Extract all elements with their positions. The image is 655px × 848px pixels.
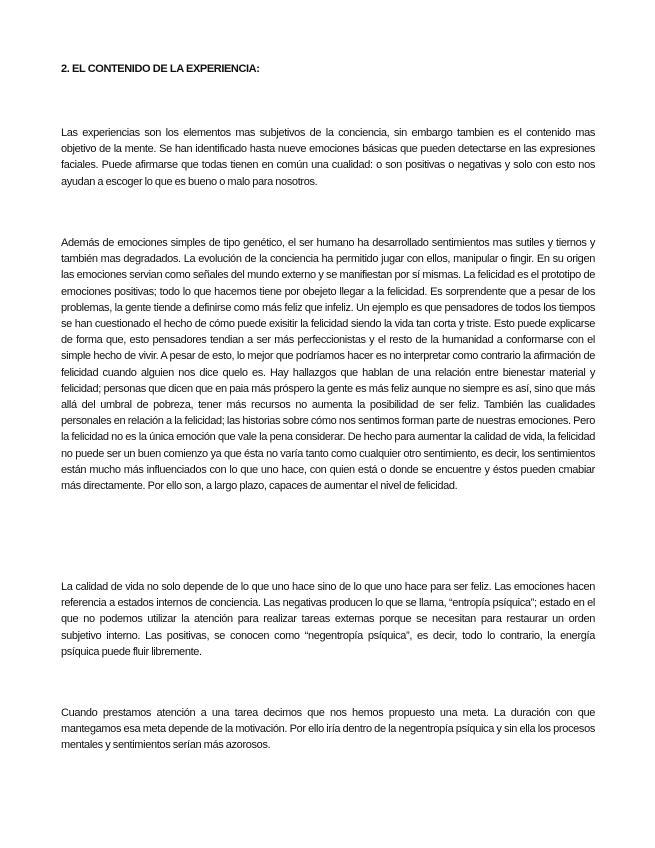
- section-heading: 2. EL CONTENIDO DE LA EXPERIENCIA:: [61, 63, 260, 75]
- paragraph-quality-of-life: La calidad de vida no solo depende de lo que uno hace sino de lo que uno hace para ser feliz. Las emociones hacen referencia a estados internos de conciencia. Las negativas producen lo que se llama, “entropía psíquica”; estado en el que no podemos utilizar la atención para realizar tareas externas porque se necesitan para restaurar un orden subjetivo interno. Las positivas, se conocen como “negentropía psíquica”, es decir, todo lo contrario, la energía psíquica puede fluir libremente.: [61, 581, 595, 658]
- paragraph-emotions-happiness: Además de emociones simples de tipo genético, el ser humano ha desarrollado sentimientos mas sutiles y tiernos y también mas degradados. La evolución de la conciencia ha permitido jugar con ellos, manipular o fingir. En su origen las emociones servian como señales del mundo externo y se manifiestan por sí mismas. La felicidad es el prototipo de emociones positivas; todo lo que hacemos tiene por obejeto llegar a la felicidad. Es sorprendente que a pesar de los problemas, la gente tiende a definirse como más feliz que infeliz. Un ejemplo es que pensadores de todos los tiempos se han cuestionado el hecho de cómo puede exisitir la felicidad siendo la vida tan corta y triste. Esto puede explicarse de forma que, esto pensadores tendian a ser más perfeccionistas y el resto de la humanidad a conformarse con el simple hecho de vivir. A pesar de esto, lo mejor que podríamos hacer es no interpretar como contrario la afirmación de felicidad cuando alguien nos dice quelo es. Hay hallazgos que hablan de una relación entre bienestar material y felicidad; personas que dicen que en paia más próspero la gente es más feliz aunque no siempre es así, sino que más allá del umbral de pobreza, tener más recursos no aumenta la posibilidad de ser feliz. También las cualidades personales en relación a la felicidad; las historias sobre cómo nos sentimos forman parte de nuestras emociones. Pero la felicidad no es la única emoción que vale la pena considerar. De hecho para aumentar la calidad de vida, la felicidad no puede ser un buen comienzo ya que ésta no varía tanto como cualquier otro sentimiento, es decir, los sentimientos están mucho más influenciados con lo que uno hace, con quien está o donde se encuentre y éstos pueden cmabiar más directamente. Por ello son, a largo plazo, capaces de aumentar el nivel de felicidad.: [61, 237, 595, 493]
- paragraph-experiences: Las experiencias son los elementos mas subjetivos de la conciencia, sin embargo tambien es el contenido mas objetivo de la mente. Se han identificado hasta nueve emociones básicas que pueden detectarse en las expresiones faciales. Puede afirmarse que todas tienen en común una cualidad: o son positivas o negativas y solo con esto nos ayudan a escoger lo que es bueno o malo para nosotros.: [61, 127, 595, 188]
- paragraph-attention-goals: Cuando prestamos atención a una tarea decimos que nos hemos propuesto una meta. La duración con que mantegamos esa meta depende de la motivación. Por ello iría dentro de la negentropía psíquica y sin ella los procesos mentales y sentimientos serían más azorosos.: [61, 707, 595, 752]
